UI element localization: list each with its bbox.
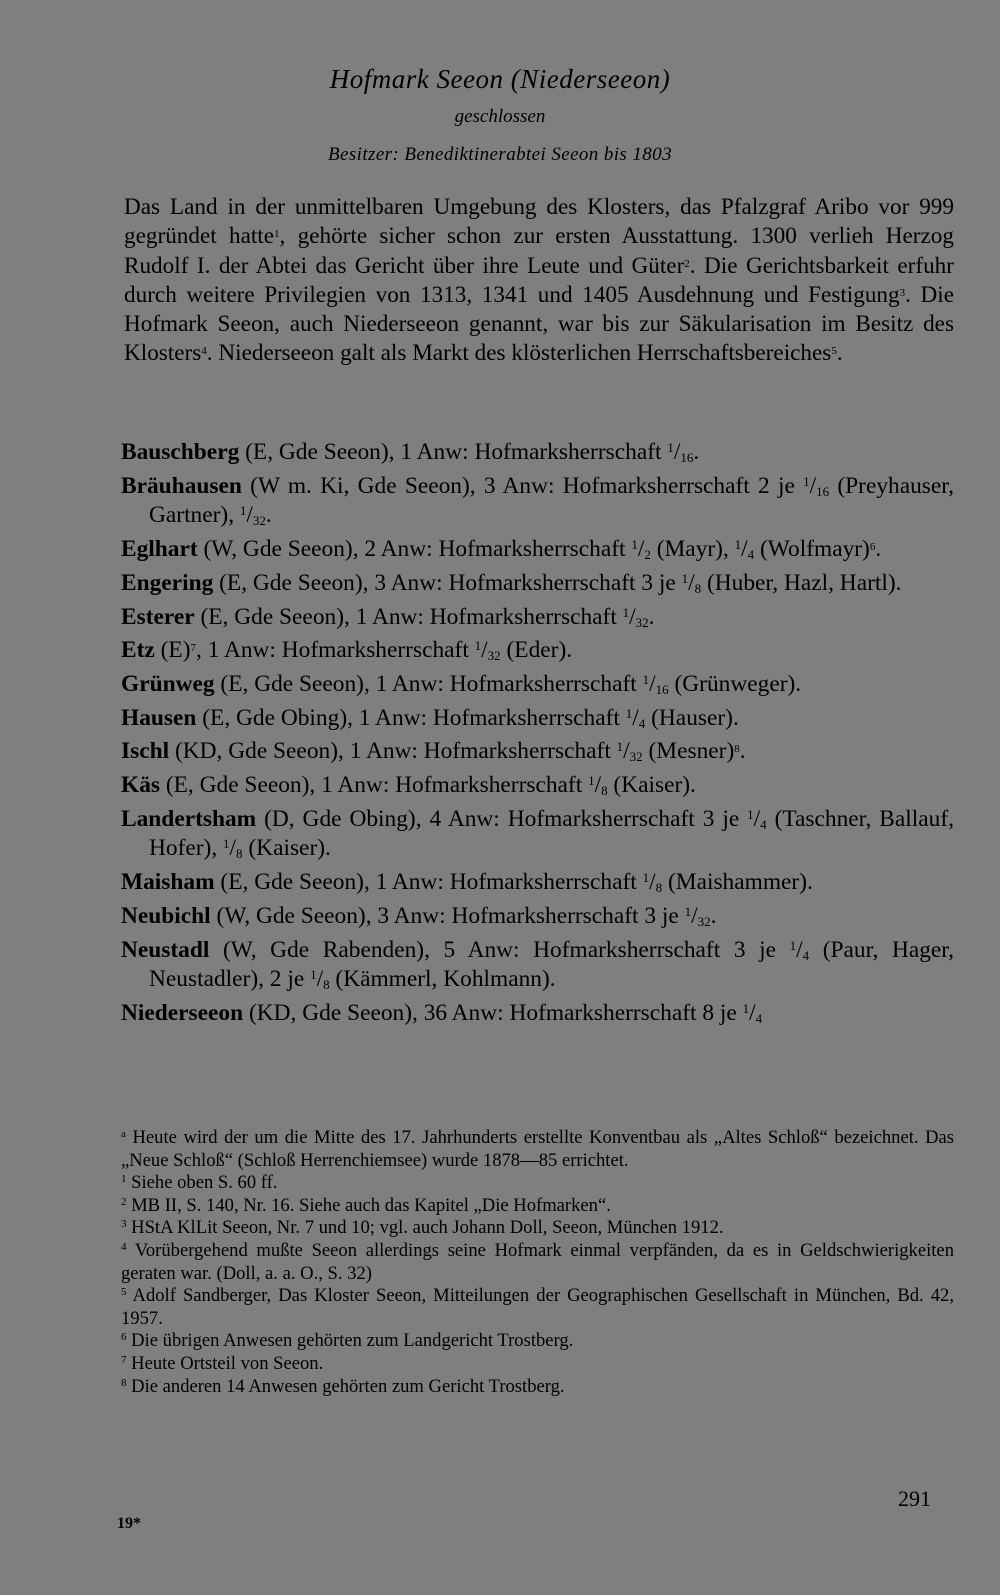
fraction-numerator: 1 (789, 937, 797, 953)
footnote-ref: 1 (274, 228, 280, 241)
fraction: $^1/_2$ (631, 536, 651, 563)
footnote-mark: 7 (121, 1353, 127, 1366)
fraction-numerator: 1 (622, 604, 630, 620)
fraction-denominator: 4 (760, 816, 767, 832)
footnote-ref: 5 (831, 345, 837, 358)
footnote-ref: 4 (201, 345, 207, 358)
fraction-denominator: 4 (638, 715, 646, 731)
owner-line: Besitzer: Benediktinerabtei Seeon bis 1803 (328, 144, 672, 165)
place-name: Eglhart (121, 536, 198, 563)
fraction-numerator: 1 (667, 440, 674, 455)
place-name: Niederseeon (121, 1000, 244, 1027)
place-entry: Bräuhausen (W m. Ki, Gde Seeon), 3 Anw: Hofmarksherrschaft 2 je $^1/_{16}$ (Preyhauser, Gartner), $^1/_{32}$. (121, 472, 954, 529)
fraction-denominator: 8 (236, 846, 243, 862)
fraction: $^1/_{16}$ (803, 472, 830, 499)
footnote: $^1$ Siehe oben S. 60 ff. (121, 1172, 278, 1194)
fraction-numerator: 1 (742, 1001, 750, 1017)
place-name: Neubichl (121, 902, 211, 929)
fraction-numerator: 1 (474, 638, 482, 654)
fraction-numerator: 1 (616, 739, 624, 755)
footnote-mark: 6 (121, 1331, 127, 1344)
fraction-denominator: 4 (755, 1011, 763, 1027)
footnote: $^7$ Heute Ortsteil von Seeon. (121, 1352, 324, 1374)
fraction-numerator: 1 (734, 537, 742, 553)
place-entry: Grünweg (E, Gde Seeon), 1 Anw: Hofmarksherrschaft $^1/_{16}$ (Grünweger). (121, 670, 802, 697)
page-title: Hofmark Seeon (Niederseeon) (329, 64, 671, 94)
footnote: $^5$ Adolf Sandberger, Das Kloster Seeon, Mitteilungen der Geographischen Gesellschaft in München, Bd. 42, 1957. (121, 1285, 954, 1329)
fraction-numerator: 1 (310, 967, 317, 983)
fraction-numerator: 1 (803, 473, 810, 489)
place-entry: Ischl (KD, Gde Seeon), 1 Anw: Hofmarksherrschaft $^1/_{32}$ (Mesner)$^8$. (121, 738, 746, 765)
fraction-denominator: 4 (747, 547, 755, 563)
fraction: $^1/_{16}$ (642, 670, 669, 697)
fraction-numerator: 1 (642, 671, 650, 687)
place-name: Engering (121, 569, 214, 596)
place-name: Esterer (121, 603, 195, 630)
fraction-denominator: 8 (323, 977, 330, 993)
place-name: Maisham (121, 869, 215, 896)
footnote: $^2$ MB II, S. 140, Nr. 16. Siehe auch das Kapitel „Die Hofmarken“. (121, 1194, 611, 1216)
place-name: Ischl (121, 738, 170, 765)
footnote: $^3$ HStA KlLit Seeon, Nr. 7 und 10; vgl. auch Johann Doll, Seeon, München 1912. (121, 1217, 724, 1239)
footnote-ref: 7 (190, 642, 196, 655)
fraction: $^1/_4$ (625, 704, 646, 731)
place-entry: Eglhart (W, Gde Seeon), 2 Anw: Hofmarksherrschaft $^1/_2$ (Mayr), $^1/_4$ (Wolfmayr)$^6$. (121, 536, 882, 563)
place-entry: Landertsham (D, Gde Obing), 4 Anw: Hofmarksherrschaft 3 je $^1/_4$ (Taschner, Ballauf, Hofer), $^1/_8$ (Kaiser). (121, 805, 954, 862)
footnote-ref: 8 (734, 743, 740, 756)
footnote-mark: a (121, 1128, 126, 1140)
fraction-denominator: 32 (635, 614, 649, 630)
place-entry: Neubichl (W, Gde Seeon), 3 Anw: Hofmarksherrschaft 3 je $^1/_{32}$. (121, 902, 717, 929)
fraction: $^1/_8$ (223, 835, 243, 862)
place-entry: Maisham (E, Gde Seeon), 1 Anw: Hofmarksherrschaft $^1/_8$ (Maishammer). (121, 869, 813, 896)
place-name: Landertsham (121, 805, 257, 832)
fraction-denominator: 8 (655, 880, 663, 896)
place-name: Käs (121, 771, 160, 798)
fraction: $^1/_{32}$ (622, 603, 649, 630)
fraction-denominator: 32 (629, 749, 643, 765)
fraction-numerator: 1 (588, 772, 595, 788)
fraction: $^1/_4$ (734, 536, 755, 563)
fraction: $^1/_{16}$ (667, 439, 694, 465)
fraction-numerator: 1 (684, 903, 692, 919)
place-entry: Neustadl (W, Gde Rabenden), 5 Anw: Hofmarksherrschaft 3 je $^1/_4$ (Paur, Hager, Neustadler), 2 je $^1/_8$ (Kämmerl, Kohlmann). (121, 936, 954, 993)
fraction-denominator: 16 (655, 681, 669, 697)
place-name: Bräuhausen (121, 472, 242, 499)
place-entry: Engering (E, Gde Seeon), 3 Anw: Hofmarksherrschaft 3 je $^1/_8$ (Huber, Hazl, Hartl). (121, 569, 902, 596)
fraction: $^1/_8$ (681, 569, 702, 596)
footnote-mark: 8 (121, 1376, 127, 1389)
fraction-denominator: 32 (487, 648, 501, 664)
fraction: $^1/_4$ (742, 1000, 763, 1027)
fraction-denominator: 8 (694, 580, 702, 596)
footnote-list (121, 1127, 954, 1398)
fraction: $^1/_{32}$ (239, 502, 266, 529)
place-name: Hausen (121, 704, 197, 731)
footnote: $^8$ Die anderen 14 Anwesen gehörten zum Gericht Trostberg. (121, 1375, 565, 1397)
place-entry-list (121, 438, 954, 1033)
footnote-ref: 3 (899, 286, 906, 299)
footnote-mark: 4 (121, 1240, 127, 1253)
intro-paragraph: Das Land in der unmittelbaren Umgebung des Klosters, das Pfalzgraf Aribo vor 999 gegründet hatte$^1$, gehörte sicher schon zur ersten Ausstattung. 1300 verlieh Herzog Rudolf I. der Abtei das Gericht über ihre Leute und Güter$^2$. Die Gerichtsbarkeit erfuhr durch weitere Privilegien von 1313, 1341 und 1405 Ausdehnung und Festigung$^3$. Die Hofmark Seeon, auch Niederseeon genannt, war bis zur Säkularisation im Besitz des Klosters$^4$. Niederseeon galt als Markt des klösterlichen Herrschaftsbereiches$^5$. (124, 194, 955, 367)
place-entry: Etz $(E)^7$, 1 Anw: Hofmarksherrschaft $^1/_{32}$ (Eder). (121, 637, 573, 664)
place-entry: Käs (E, Gde Seeon), 1 Anw: Hofmarksherrschaft $^1/_8$ (Kaiser). (121, 771, 696, 798)
fraction: $^1/_{32}$ (684, 902, 711, 929)
footnote-mark: 1 (121, 1173, 127, 1186)
footnote: $^a$ Heute wird der um die Mitte des 17. Jahrhunderts erstellte Konventbau als „Altes Schloß“ bezeichnet. Das „Neue Schloß“ (Schloß Herrenchiemsee) wurde 1878—85 errichtet. (121, 1127, 954, 1171)
footnote: $^6$ Die übrigen Anwesen gehörten zum Landgericht Trostberg. (121, 1330, 574, 1352)
footnote-mark: 2 (121, 1195, 127, 1208)
fraction: $^1/_8$ (310, 966, 330, 993)
fraction-numerator: 1 (642, 870, 650, 886)
fraction: $^1/_8$ (588, 771, 608, 798)
fraction-denominator: 16 (680, 450, 694, 465)
fraction: $^1/_{32}$ (474, 637, 501, 664)
footnote: $^4$ Vorübergehend mußte Seeon allerdings seine Hofmark einmal verpfänden, da es in Geldschwierigkeiten geraten war. (Doll, a. a. O., S. 32) (121, 1239, 954, 1284)
fraction: $^1/_8$ (642, 869, 663, 896)
signature-mark: 19* (117, 1515, 141, 1532)
fraction-denominator: 8 (601, 782, 608, 798)
place-name: Neustadl (121, 936, 210, 963)
fraction-denominator: 32 (697, 913, 711, 929)
footnote-ref: 2 (684, 257, 690, 270)
page-subtitle: geschlossen (454, 106, 546, 127)
footnote-mark: 5 (121, 1286, 127, 1299)
fraction-numerator: 1 (223, 836, 230, 852)
fraction-numerator: 1 (681, 570, 689, 586)
place-name: Grünweg (121, 670, 215, 697)
page-number: 291 (898, 1486, 931, 1511)
fraction-numerator: 1 (747, 806, 754, 822)
place-name: Bauschberg (121, 439, 240, 465)
footnote-mark: 3 (121, 1218, 127, 1231)
fraction-numerator: 1 (239, 503, 247, 519)
place-entry: Bauschberg (E, Gde Seeon), 1 Anw: Hofmarksherrschaft $^1/_{16}$. (121, 439, 700, 465)
fraction-denominator: 16 (816, 483, 830, 499)
place-entry: Esterer (E, Gde Seeon), 1 Anw: Hofmarksherrschaft $^1/_{32}$. (121, 603, 655, 630)
fraction-denominator: 2 (644, 547, 651, 563)
fraction-denominator: 32 (252, 513, 266, 529)
fraction: $^1/_{32}$ (616, 738, 643, 765)
place-name: Etz (121, 637, 155, 664)
fraction-denominator: 4 (802, 947, 810, 963)
footnote-ref: 6 (869, 541, 876, 554)
place-entry: Hausen (E, Gde Obing), 1 Anw: Hofmarksherrschaft $^1/_4$ (Hauser). (121, 704, 739, 731)
fraction: $^1/_4$ (789, 936, 810, 963)
fraction-numerator: 1 (625, 705, 633, 721)
place-entry: Niederseeon (KD, Gde Seeon), 36 Anw: Hofmarksherrschaft 8 je $^1/_4$ (121, 1000, 763, 1027)
fraction-numerator: 1 (631, 537, 638, 553)
fraction: $^1/_4$ (747, 805, 767, 832)
